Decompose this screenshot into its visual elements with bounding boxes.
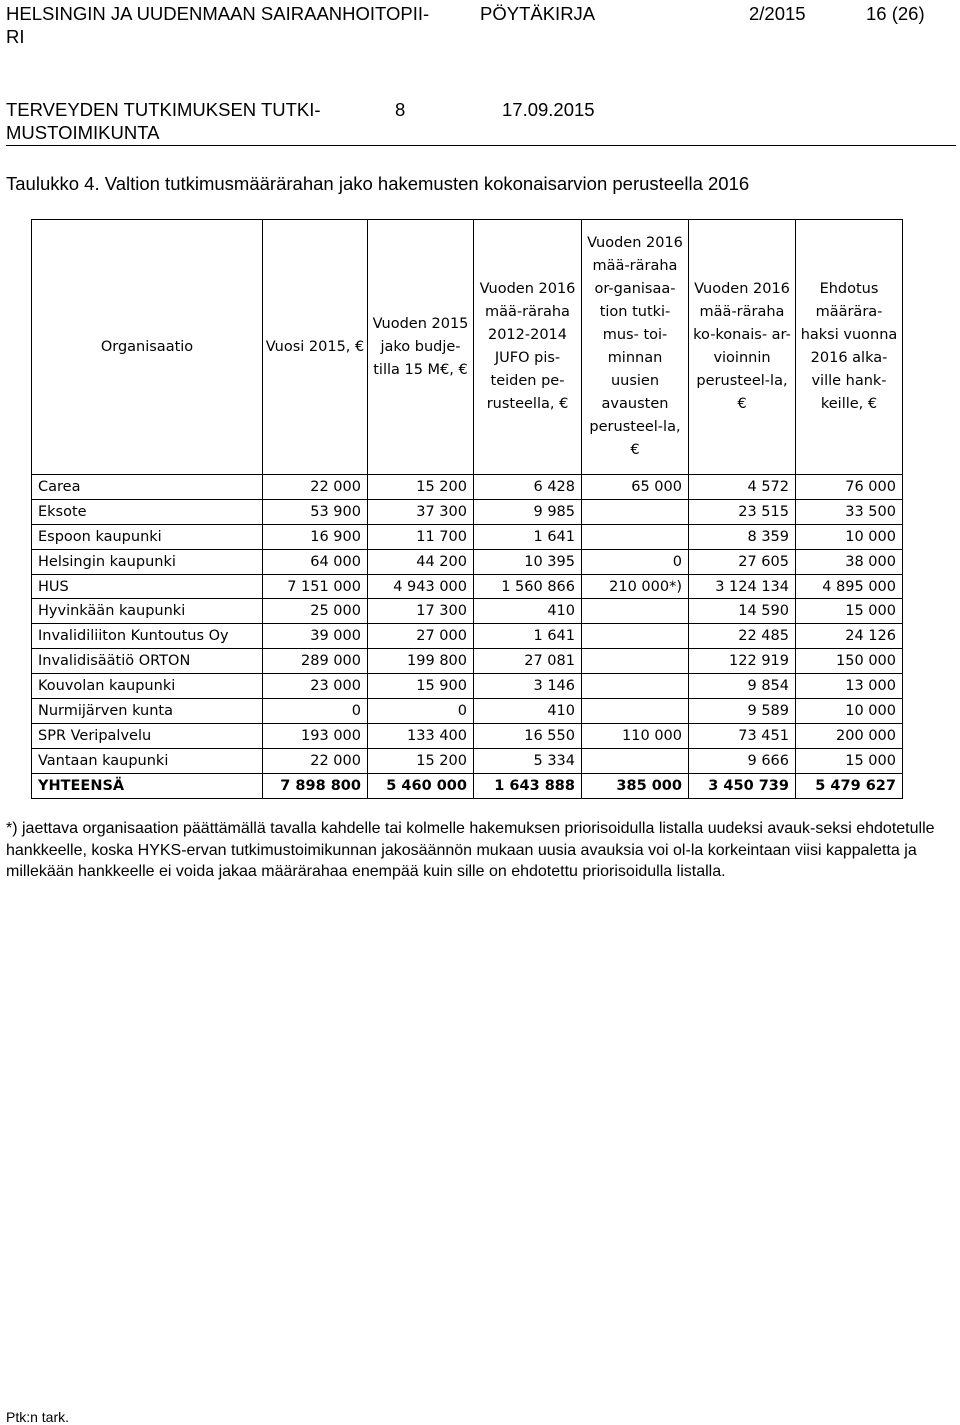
meeting-date: 17.09.2015 <box>502 99 595 120</box>
amount-cell: 0 <box>263 699 368 724</box>
organization-cell: HUS <box>32 574 263 599</box>
amount-cell: 22 485 <box>689 624 796 649</box>
amount-cell: 23 515 <box>689 499 796 524</box>
table-row <box>32 574 903 599</box>
table-row <box>32 624 903 649</box>
amount-cell: 14 590 <box>689 599 796 624</box>
column-header: Vuoden 2016 mää-räraha or-ganisaa-tion tutki-mus- toi-minnan uusien avausten perusteel-la, € <box>582 220 689 475</box>
organization-cell: Espoon kaupunki <box>32 524 263 549</box>
table-body <box>32 475 903 799</box>
table-caption: Taulukko 4. Valtion tutkimusmäärärahan jako hakemusten kokonaisarvion perusteella 2016 <box>6 173 750 194</box>
amount-cell: 44 200 <box>368 549 474 574</box>
table-row <box>32 748 903 773</box>
table-row <box>32 475 903 500</box>
amount-cell: 5 460 000 <box>368 773 474 798</box>
amount-cell: 11 700 <box>368 524 474 549</box>
amount-cell: 0 <box>368 699 474 724</box>
committee-name-line1: TERVEYDEN TUTKIMUKSEN TUTKI- <box>6 99 321 120</box>
amount-cell <box>582 748 689 773</box>
footer-initials: Ptk:n tark. <box>6 1409 70 1425</box>
amount-cell: 3 450 739 <box>689 773 796 798</box>
table-row <box>32 674 903 699</box>
amount-cell: 15 000 <box>796 599 903 624</box>
amount-cell <box>582 599 689 624</box>
table-row <box>32 723 903 748</box>
amount-cell <box>582 624 689 649</box>
amount-cell: 9 854 <box>689 674 796 699</box>
amount-cell: 4 943 000 <box>368 574 474 599</box>
amount-cell: 150 000 <box>796 649 903 674</box>
amount-cell: 193 000 <box>263 723 368 748</box>
organization-name <box>6 2 429 48</box>
amount-cell: 4 895 000 <box>796 574 903 599</box>
organization-cell: Kouvolan kaupunki <box>32 674 263 699</box>
table-row <box>32 549 903 574</box>
organization-cell: Hyvinkään kaupunki <box>32 599 263 624</box>
amount-cell: 1 641 <box>474 524 582 549</box>
amount-cell: 73 451 <box>689 723 796 748</box>
amount-cell: 64 000 <box>263 549 368 574</box>
amount-cell <box>582 649 689 674</box>
amount-cell: 27 000 <box>368 624 474 649</box>
amount-cell: 53 900 <box>263 499 368 524</box>
amount-cell: 25 000 <box>263 599 368 624</box>
amount-cell: 3 146 <box>474 674 582 699</box>
amount-cell: 27 081 <box>474 649 582 674</box>
organization-cell: Eksote <box>32 499 263 524</box>
amount-cell: 15 000 <box>796 748 903 773</box>
table-row <box>32 649 903 674</box>
amount-cell: 3 124 134 <box>689 574 796 599</box>
amount-cell: 410 <box>474 599 582 624</box>
amount-cell <box>582 524 689 549</box>
amount-cell: 9 589 <box>689 699 796 724</box>
organization-name-line1: HELSINGIN JA UUDENMAAN SAIRAANHOITOPII- <box>6 3 430 24</box>
amount-cell: 289 000 <box>263 649 368 674</box>
amount-cell: 15 200 <box>368 475 474 500</box>
amount-cell: 8 359 <box>689 524 796 549</box>
amount-cell: 10 000 <box>796 699 903 724</box>
allocation-table <box>31 219 903 799</box>
amount-cell: 122 919 <box>689 649 796 674</box>
amount-cell: 199 800 <box>368 649 474 674</box>
amount-cell: 410 <box>474 699 582 724</box>
amount-cell <box>582 674 689 699</box>
amount-cell: 10 395 <box>474 549 582 574</box>
amount-cell: 65 000 <box>582 475 689 500</box>
table-row <box>32 499 903 524</box>
amount-cell: 9 985 <box>474 499 582 524</box>
document-type: PÖYTÄKIRJA <box>480 3 596 24</box>
amount-cell: 1 641 <box>474 624 582 649</box>
amount-cell: 23 000 <box>263 674 368 699</box>
table-row <box>32 524 903 549</box>
amount-cell: 7 898 800 <box>263 773 368 798</box>
amount-cell <box>582 699 689 724</box>
organization-cell: Helsingin kaupunki <box>32 549 263 574</box>
amount-cell: 5 479 627 <box>796 773 903 798</box>
amount-cell: 39 000 <box>263 624 368 649</box>
amount-cell: 16 900 <box>263 524 368 549</box>
organization-cell: YHTEENSÄ <box>32 773 263 798</box>
amount-cell: 16 550 <box>474 723 582 748</box>
amount-cell: 1 643 888 <box>474 773 582 798</box>
amount-cell: 210 000*) <box>582 574 689 599</box>
amount-cell: 33 500 <box>796 499 903 524</box>
table-row <box>32 599 903 624</box>
organization-cell: Carea <box>32 475 263 500</box>
organization-cell: Invalidiliiton Kuntoutus Oy <box>32 624 263 649</box>
amount-cell: 13 000 <box>796 674 903 699</box>
amount-cell: 22 000 <box>263 748 368 773</box>
amount-cell: 1 560 866 <box>474 574 582 599</box>
column-header: Organisaatio <box>32 220 263 475</box>
amount-cell: 76 000 <box>796 475 903 500</box>
amount-cell: 15 900 <box>368 674 474 699</box>
amount-cell: 0 <box>582 549 689 574</box>
table-total-row <box>32 773 903 798</box>
amount-cell: 15 200 <box>368 748 474 773</box>
column-header: Vuoden 2015 jako budje-tilla 15 M€, € <box>368 220 474 475</box>
amount-cell: 22 000 <box>263 475 368 500</box>
organization-cell: Invalidisäätiö ORTON <box>32 649 263 674</box>
amount-cell: 27 605 <box>689 549 796 574</box>
amount-cell: 24 126 <box>796 624 903 649</box>
column-header: Ehdotus määrära-haksi vuonna 2016 alka-ville hank-keille, € <box>796 220 903 475</box>
organization-cell: Nurmijärven kunta <box>32 699 263 724</box>
header-divider <box>6 145 956 146</box>
column-header: Vuoden 2016 mää-räraha 2012-2014 JUFO pis-teiden pe-rusteella, € <box>474 220 582 475</box>
amount-cell: 385 000 <box>582 773 689 798</box>
committee-name <box>6 98 321 144</box>
amount-cell: 200 000 <box>796 723 903 748</box>
amount-cell: 38 000 <box>796 549 903 574</box>
table-row <box>32 699 903 724</box>
amount-cell: 9 666 <box>689 748 796 773</box>
organization-cell: Vantaan kaupunki <box>32 748 263 773</box>
document-number: 2/2015 <box>749 3 806 24</box>
amount-cell <box>582 499 689 524</box>
organization-cell: SPR Veripalvelu <box>32 723 263 748</box>
column-header: Vuosi 2015, € <box>263 220 368 475</box>
section-number: 8 <box>395 99 406 120</box>
amount-cell: 17 300 <box>368 599 474 624</box>
committee-name-line2: MUSTOIMIKUNTA <box>6 122 160 143</box>
column-header: Vuoden 2016 mää-räraha ko-konais- ar-vioinnin perusteel-la, € <box>689 220 796 475</box>
table-header-row <box>32 220 903 475</box>
amount-cell: 133 400 <box>368 723 474 748</box>
amount-cell: 4 572 <box>689 475 796 500</box>
amount-cell: 110 000 <box>582 723 689 748</box>
amount-cell: 10 000 <box>796 524 903 549</box>
page-number: 16 (26) <box>866 3 925 24</box>
footnote: *) jaettava organisaation päättämällä tavalla kahdelle tai kolmelle hakemuksen priorisoidulla listalla uudeksi avauk-seksi ehdotetulle hankkeelle, koska HYKS-ervan tutkimustoimikunnan jakosäännön mukaan uusia avauksia voi ol-la korkeintaan viisi kappaletta ja millekään hankkeelle ei voida jakaa määrärahaa enempää kuin sille on ehdotettu priorisoidulla listalla. <box>6 820 935 880</box>
amount-cell: 37 300 <box>368 499 474 524</box>
organization-name-line2: RI <box>6 26 25 47</box>
amount-cell: 5 334 <box>474 748 582 773</box>
amount-cell: 6 428 <box>474 475 582 500</box>
amount-cell: 7 151 000 <box>263 574 368 599</box>
